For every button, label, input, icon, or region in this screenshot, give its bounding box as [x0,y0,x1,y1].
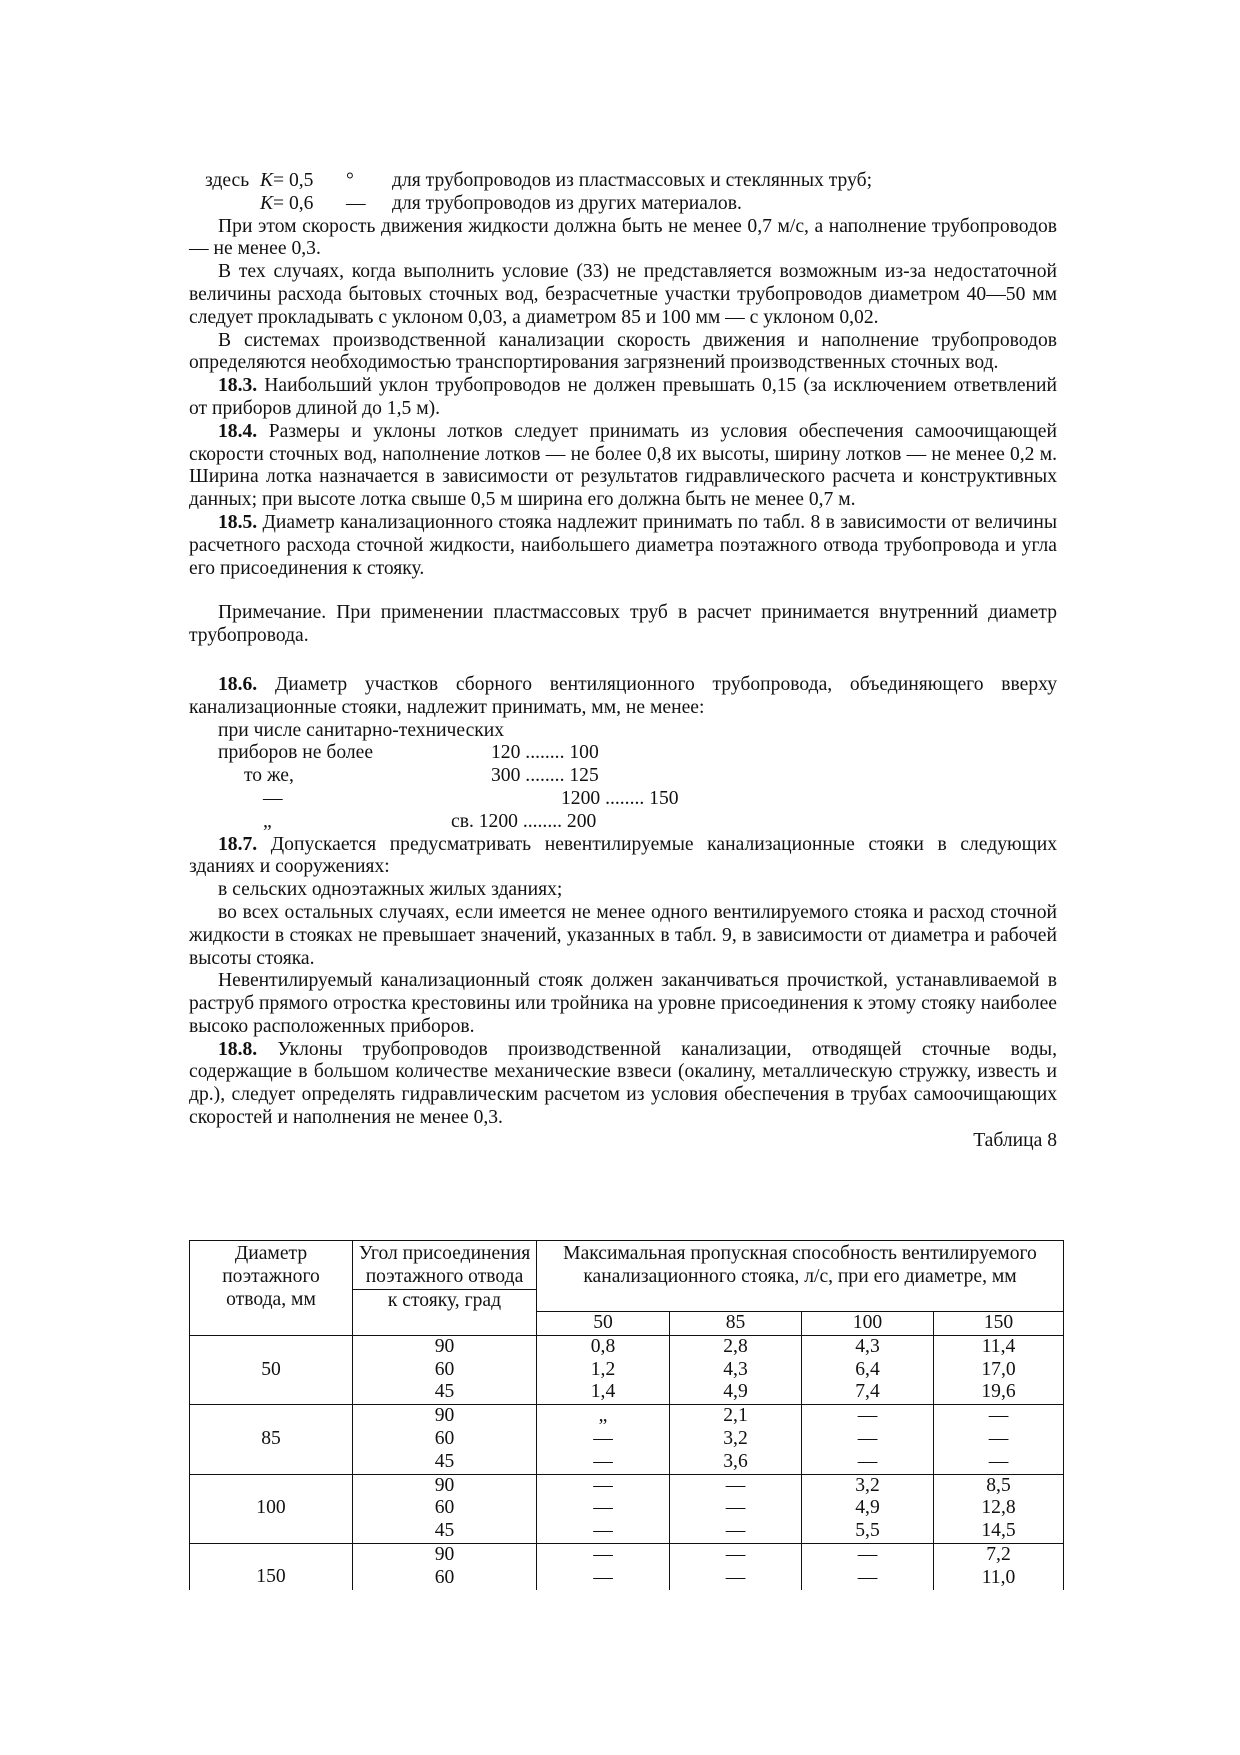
cell-value: — [593,1566,613,1588]
cell-angles [353,1543,537,1589]
clause-18-5 [189,512,1057,580]
header-riser-150: 150 [934,1312,1064,1336]
cell-value: 19,6 [981,1381,1016,1403]
header-text: Максимальная пропускная способность вентилируемого канализационного стояка, л/с, при его диаметре, мм [563,1243,1037,1287]
table-row-group [190,1405,1064,1474]
paragraph: В тех случаях, когда выполнить условие (33) не представляется возможным из-за недостаточной величины расхода бытовых сточных вод, безрасчетные участки трубопроводов диаметром 40—50 мм следует прокладывать с уклоном 0,03, а диаметром 85 и 100 мм — с уклоном 0,02. [189,261,1057,328]
cell-capacity [670,1543,802,1589]
paragraph: Невентилируемый канализационный стояк должен заканчиваться прочисткой, устанавливаемой в раструб прямого отростка крестовины или тройника на уровне присоединения к этому стояку наиболее высоко расположенных приборов. [189,970,1057,1037]
list-value: 1200 ........ 150 [561,787,679,809]
list-intro [189,720,1057,743]
cell-value: 7,2 [986,1543,1011,1565]
header-riser-85: 85 [670,1312,802,1336]
clause-18-3 [189,375,1057,421]
list-label: то же, [244,765,294,787]
formula-description: для трубопроводов из других материалов. [392,192,742,214]
cell-value: — [593,1497,613,1519]
cell-value: 12,8 [981,1497,1016,1519]
table-row-group [190,1474,1064,1543]
cell-value: 4,3 [855,1335,880,1357]
cell-diameter: 50 [190,1335,353,1404]
cell-value: 11,0 [981,1566,1016,1588]
list-value: св. 1200 ........ 200 [451,810,597,832]
table-row-group [190,1543,1064,1589]
clause-18-4 [189,421,1057,512]
list-item [189,788,1057,811]
list-item [189,765,1057,788]
clause-18-7 [189,834,1057,880]
cell-capacity [934,1543,1064,1589]
clause-18-8 [189,1039,1057,1130]
cell-value: — [857,1427,878,1449]
cell-value: 7,4 [855,1381,880,1403]
list-label: приборов не более [218,742,374,764]
cell-capacity [537,1543,670,1589]
cell-angle: 45 [434,1520,455,1542]
formula-separator: ° [346,170,354,191]
cell-value: 3,2 [855,1474,880,1496]
cell-angle: 60 [434,1497,455,1519]
clause-text: Уклоны трубопроводов производственной канализации, отводящей сточные воды, содержащие в большом количестве механические взвеси (окалину, металлическую стружку, известь и др.), следует определять гидравлическим расчетом из условия обеспечения в трубах самоочищающих скоростей и наполнения не менее 0,3. [189,1038,1057,1129]
cell-value: 1,4 [590,1381,616,1403]
cell-value: 14,5 [981,1520,1016,1542]
cell-value: — [857,1543,878,1565]
clause-number: 18.7. [218,833,258,855]
cell-capacity [802,1474,934,1543]
cell-angles [353,1405,537,1474]
cell-value: 11,4 [981,1335,1016,1357]
clause-text: Наибольший уклон трубопроводов не должен превышать 0,15 (за исключением ответвлений от приборов длиной до 1,5 м). [189,375,1057,419]
cell-capacity [670,1335,802,1404]
cell-capacity [802,1335,934,1404]
clause-text: Диаметр участков сборного вентиляционного трубопровода, объединяющего вверху канализационные стояки, надлежит принимать, мм, не менее: [189,673,1057,718]
header-diameter [190,1241,353,1336]
cell-value: — [857,1566,878,1588]
cell-capacity [802,1405,934,1474]
cell-value: — [725,1497,746,1519]
cell-value: — [725,1474,746,1496]
cell-angle: 45 [434,1450,455,1472]
cell-value: — [725,1566,746,1588]
cell-capacity [934,1474,1064,1543]
cell-angle: 60 [434,1427,455,1449]
formula-value: = 0,5 [273,170,314,191]
table-8 [189,1240,1063,1632]
cell-value: 2,8 [723,1335,748,1357]
formula-description: для трубопроводов из пластмассовых и стеклянных труб; [392,170,873,191]
cell-angle: 60 [434,1566,455,1588]
paragraph: во всех остальных случаях, если имеется не менее одного вентилируемого стояка и расход сточной жидкости в стояках не превышает значений, указанных в табл. 9, в зависимости от диаметра и рабочей высоты стояка. [189,901,1057,969]
data-table [189,1240,1064,1590]
cell-value: — [593,1543,613,1565]
clause-text: Допускается предусматривать невентилируемые канализационные стояки в следующих зданиях и сооружениях: [189,833,1057,878]
list-label: „ [263,810,272,832]
cell-capacity [537,1474,670,1543]
cell-value: — [988,1427,1009,1449]
paragraph: в сельских одноэтажных жилых зданиях; [218,879,563,901]
cell-capacity [934,1405,1064,1474]
document-body [189,170,1057,1153]
list-label: при числе санитарно-технических [218,719,505,741]
cell-value: 0,8 [590,1335,616,1357]
cell-diameter: 150 [190,1543,353,1589]
header-text: к стояку, град [352,1289,537,1313]
cell-capacity [537,1335,670,1404]
cell-value: 4,9 [855,1497,880,1519]
cell-value: — [857,1405,878,1427]
cell-angles [353,1335,537,1404]
cell-angle: 90 [434,1474,455,1496]
header-riser-50: 50 [537,1312,670,1336]
header-text: Диаметр поэтажного отвода, мм [222,1243,320,1310]
cell-value: „ [598,1405,608,1427]
header-text: Угол присоединения поэтажного отвода [358,1243,531,1287]
clause-number: 18.8. [218,1038,258,1060]
cell-capacity [670,1405,802,1474]
clause-number: 18.5. [218,511,258,533]
cell-value: 1,2 [590,1358,616,1380]
cell-diameter: 85 [190,1405,353,1474]
table-row-group [190,1335,1064,1404]
cell-value: 17,0 [981,1358,1016,1380]
formula-variable: K [260,192,274,214]
cell-angle: 90 [434,1335,455,1357]
clause-number: 18.3. [218,375,258,397]
formula-prefix: здесь [205,170,250,191]
list-value: 120 ........ 100 [491,742,599,764]
formula-value: = 0,6 [273,192,314,214]
cell-value: 3,2 [723,1427,748,1449]
formula-variable: K [260,170,274,191]
cell-value: 6,4 [855,1358,880,1380]
list-value: 300 ........ 125 [491,765,599,787]
cell-value: — [725,1520,746,1542]
cell-value: — [725,1543,746,1565]
formula-coef-line-1 [189,170,1057,193]
header-angle [353,1241,537,1336]
clause-number: 18.6. [218,673,258,695]
cell-value: 4,9 [723,1381,748,1403]
cell-value: — [593,1450,613,1472]
cell-angles [353,1474,537,1543]
cell-value: 3,6 [723,1450,748,1472]
header-capacity-group [537,1241,1064,1312]
note: Примечание. При применении пластмассовых труб в расчет принимается внутренний диаметр трубопровода. [189,602,1057,647]
cell-capacity [934,1335,1064,1404]
header-riser-100: 100 [802,1312,934,1336]
cell-value: — [988,1405,1009,1427]
cell-angle: 90 [434,1405,455,1427]
cell-capacity [802,1543,934,1589]
cell-value: — [593,1427,613,1449]
paragraph: При этом скорость движения жидкости должна быть не менее 0,7 м/с, а наполнение трубопроводов — не менее 0,3. [189,215,1057,260]
cell-angle: 60 [434,1358,455,1380]
cell-value: — [988,1450,1009,1472]
list-item [189,742,1057,765]
formula-coef-line-2 [189,193,1057,216]
list-item [189,811,1057,834]
cell-value: 2,1 [723,1405,748,1427]
list-label: — [263,787,283,809]
cell-angle: 45 [434,1381,455,1403]
cell-capacity [537,1405,670,1474]
table-caption: Таблица 8 [973,1129,1057,1151]
formula-separator: — [346,192,366,214]
cell-value: — [593,1474,613,1496]
paragraph: В системах производственной канализации скорость движения и наполнение трубопроводов определяются необходимостью транспортирования загрязнений производственных сточных вод. [189,329,1057,374]
clause-text: Диаметр канализационного стояка надлежит принимать по табл. 8 в зависимости от величины расчетного расхода сточной жидкости, наибольшего диаметра поэтажного отвода трубопровода и угла его присоединения к стояку. [189,511,1057,579]
cell-value: 4,3 [723,1358,748,1380]
clause-text: Размеры и уклоны лотков следует принимать из условия обеспечения самоочищающей скорости сточных вод, наполнение лотков — не более 0,8 их высоты, ширину лотков — не менее 0,2 м. Ширина лотка назначается в зависимости от результатов гидравлического расчета и конструктивных данных; при высоте лотка свыше 0,5 м ширина его должна быть не менее 0,7 м. [189,420,1057,511]
cell-value: — [593,1520,613,1542]
clause-number: 18.4. [218,420,258,442]
cell-value: — [857,1450,878,1472]
cell-value: 8,5 [986,1474,1011,1496]
clause-18-6 [189,674,1057,720]
cell-angle: 90 [434,1543,455,1565]
cell-value: 5,5 [855,1520,880,1542]
cell-diameter: 100 [190,1474,353,1543]
cell-capacity [670,1474,802,1543]
